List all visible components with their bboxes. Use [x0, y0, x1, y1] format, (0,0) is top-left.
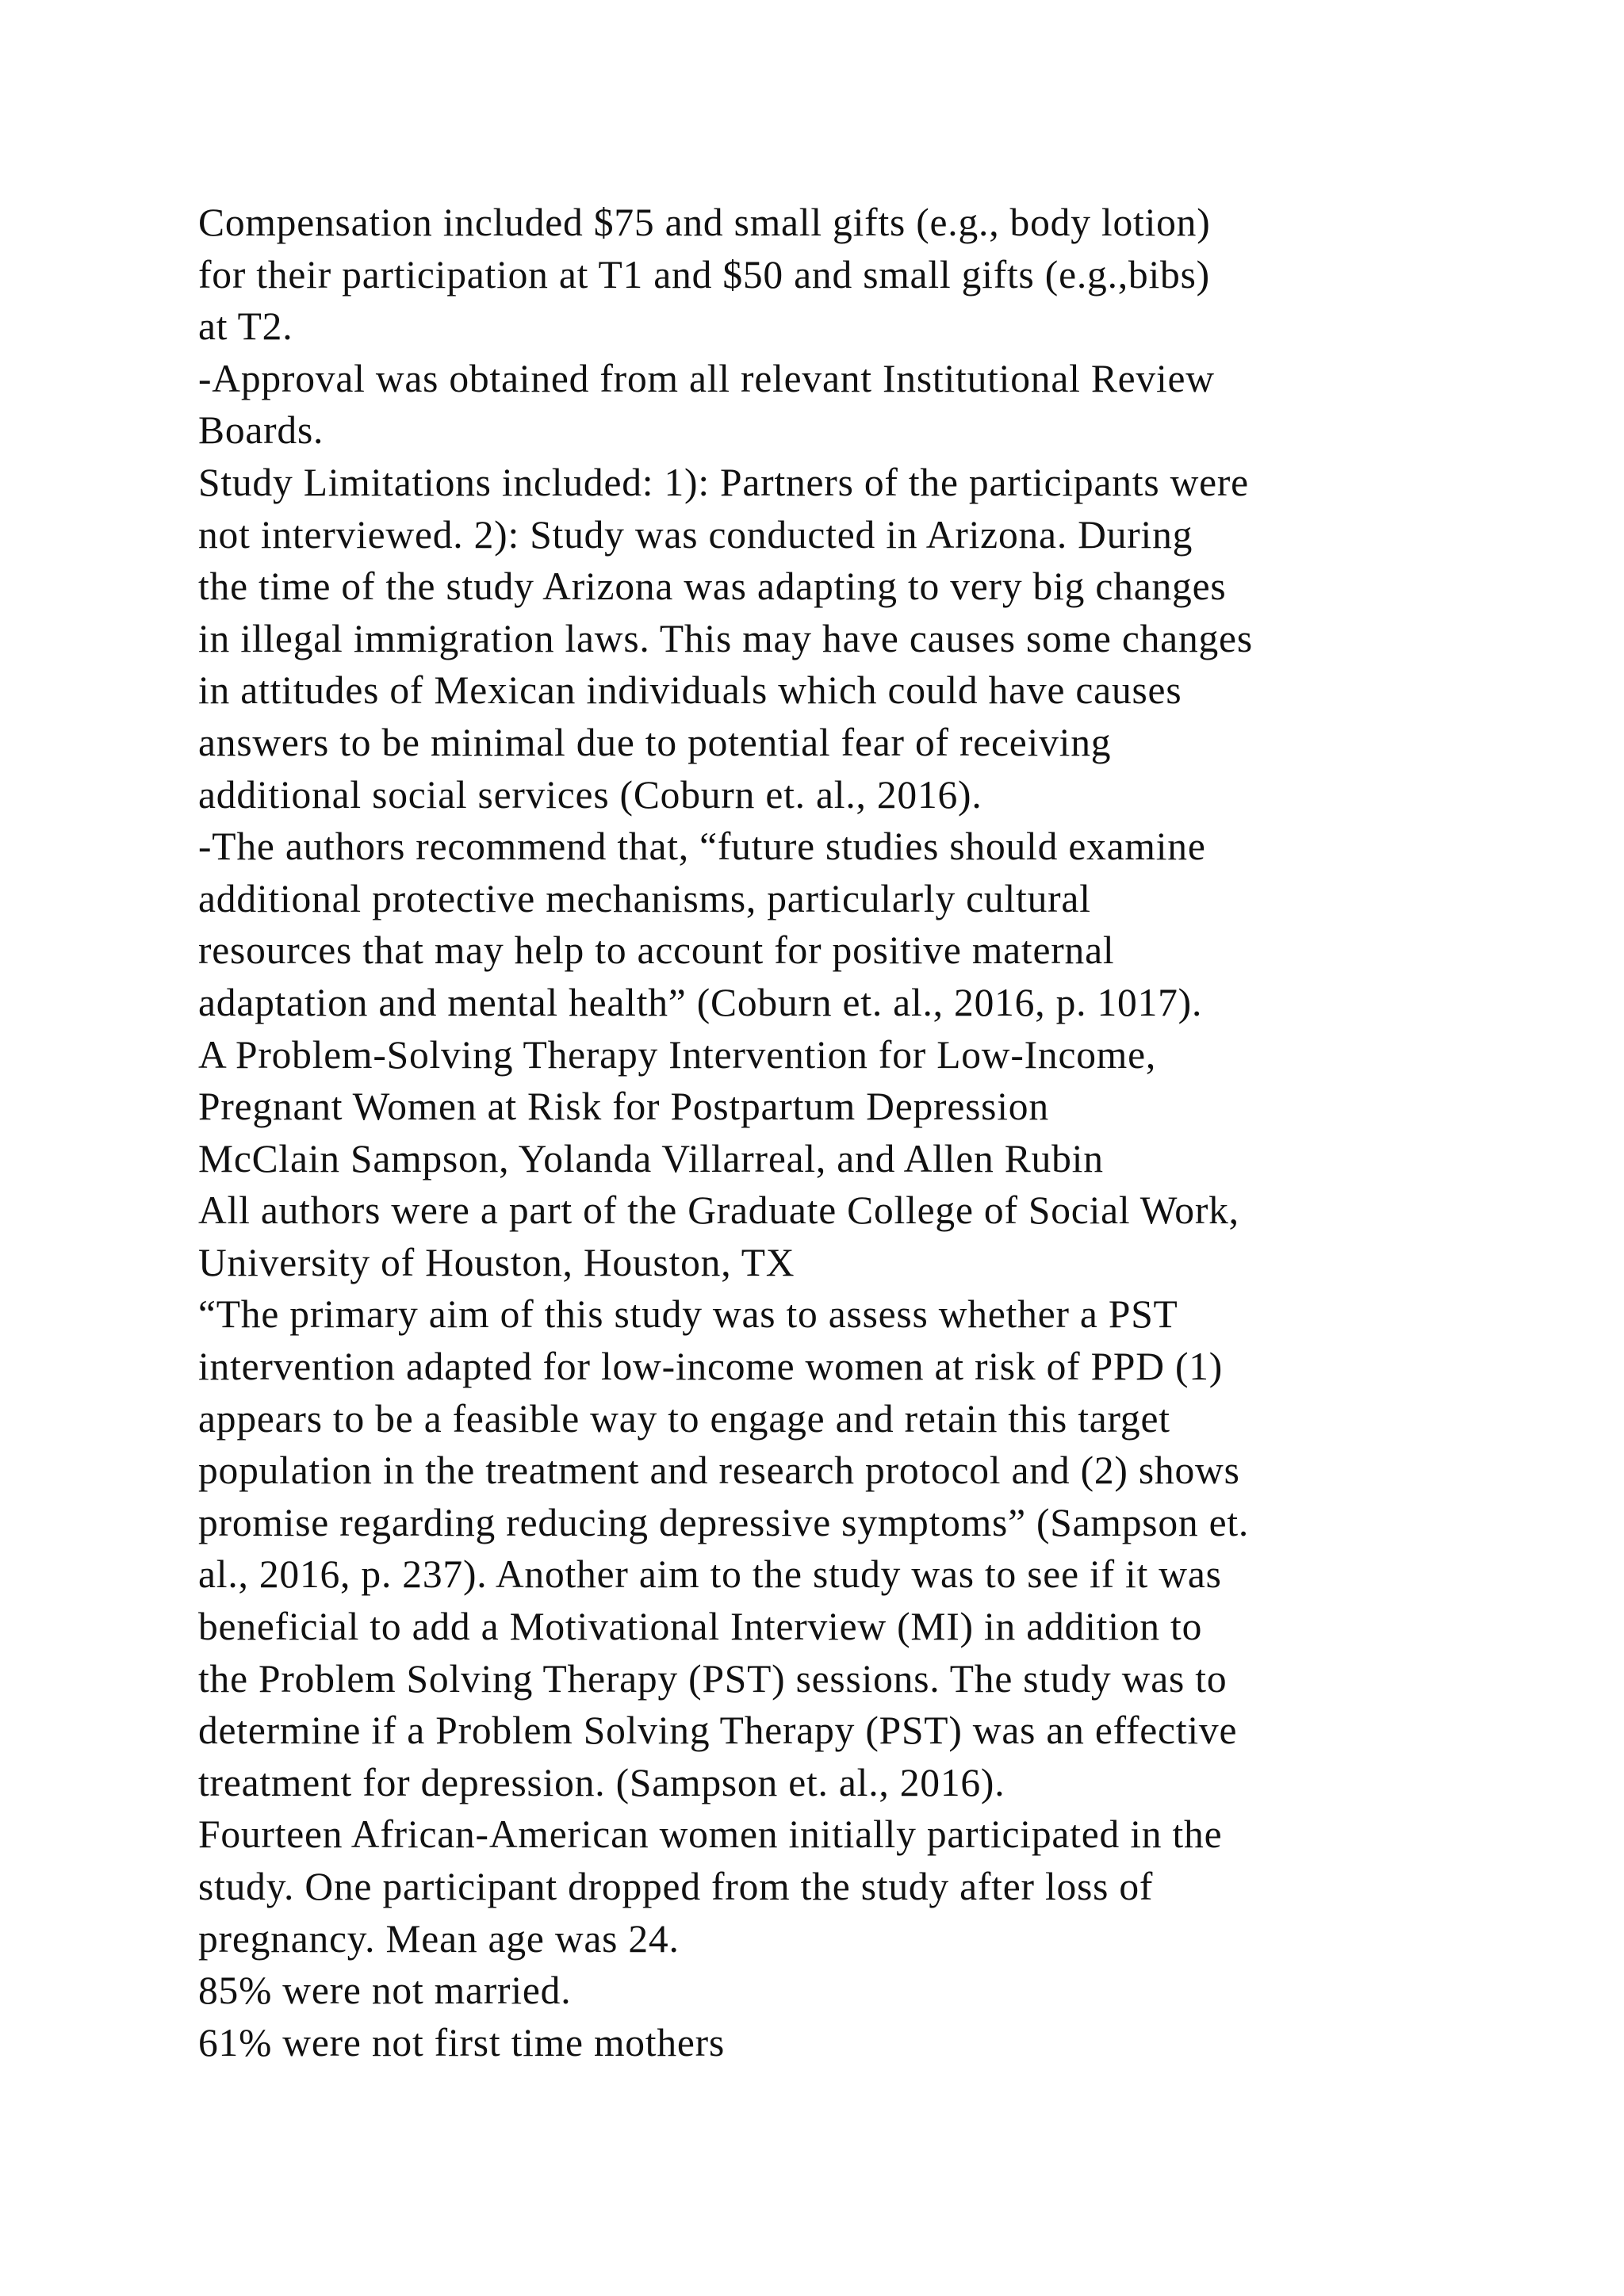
text-line-36: 61% were not first time mothers: [198, 2020, 726, 2064]
text-line-16: adaptation and mental health” (Coburn et. al., 2016, p. 1017).: [198, 980, 1203, 1024]
text-line-25: population in the treatment and research protocol and (2) shows: [198, 1448, 1240, 1493]
text-line-31: treatment for depression. (Sampson et. al., 2016).: [198, 1760, 1005, 1804]
text-line-26: promise regarding reducing depressive symptoms” (Sampson et.: [198, 1500, 1250, 1544]
text-line-5: Boards.: [198, 408, 324, 453]
text-line-28: beneficial to add a Motivational Interview (MI) in addition to: [198, 1605, 1203, 1649]
text-line-23: intervention adapted for low-income women at risk of PPD (1): [198, 1345, 1224, 1389]
text-line-9: in illegal immigration laws. This may have causes some changes: [198, 616, 1253, 660]
text-line-1: Compensation included $75 and small gifts (e.g., body lotion): [198, 201, 1211, 244]
text-line-29: the Problem Solving Therapy (PST) sessions. The study was to: [198, 1656, 1228, 1701]
text-line-19: McClain Sampson, Yolanda Villarreal, and Allen Rubin: [198, 1136, 1104, 1181]
text-line-2: for their participation at T1 and $50 and small gifts (e.g.,bibs): [198, 252, 1210, 297]
text-line-14: additional protective mechanisms, particularly cultural: [198, 876, 1091, 920]
text-line-34: pregnancy. Mean age was 24.: [198, 1916, 680, 1961]
text-line-24: appears to be a feasible way to engage and retain this target: [198, 1396, 1170, 1441]
text-line-13: -The authors recommend that, “future studies should examine: [198, 825, 1206, 869]
text-line-11: answers to be minimal due to potential fear of receiving: [198, 720, 1112, 764]
text-line-35: 85% were not married.: [198, 1969, 572, 2013]
text-line-7: not interviewed. 2): Study was conducted in Arizona. During: [198, 512, 1193, 557]
text-line-3: at T2.: [198, 304, 293, 349]
text-line-15: resources that may help to account for positive maternal: [198, 928, 1115, 973]
text-line-12: additional social services (Coburn et. al., 2016).: [198, 772, 982, 817]
text-line-27: al., 2016, p. 237). Another aim to the study was to see if it was: [198, 1552, 1222, 1597]
text-line-8: the time of the study Arizona was adapting to very big changes: [198, 564, 1227, 609]
text-line-21: University of Houston, Houston, TX: [198, 1240, 795, 1284]
text-line-30: determine if a Problem Solving Therapy (PST) was an effective: [198, 1709, 1238, 1753]
text-line-4: -Approval was obtained from all relevant Institutional Review: [198, 356, 1215, 400]
text-line-32: Fourteen African-American women initially participated in the: [198, 1812, 1223, 1857]
text-line-6: Study Limitations included: 1): Partners of the participants were: [198, 460, 1249, 504]
text-line-20: All authors were a part of the Graduate College of Social Work,: [198, 1188, 1239, 1233]
text-line-10: in attitudes of Mexican individuals which could have causes: [198, 668, 1182, 713]
text-line-22: “The primary aim of this study was to assess whether a PST: [198, 1292, 1178, 1337]
text-line-33: study. One participant dropped from the study after loss of: [198, 1865, 1154, 1908]
document-body: [198, 197, 1507, 2068]
text-line-17: A Problem-Solving Therapy Intervention for Low-Income,: [198, 1032, 1157, 1077]
text-line-18: Pregnant Women at Risk for Postpartum Depression: [198, 1085, 1049, 1129]
